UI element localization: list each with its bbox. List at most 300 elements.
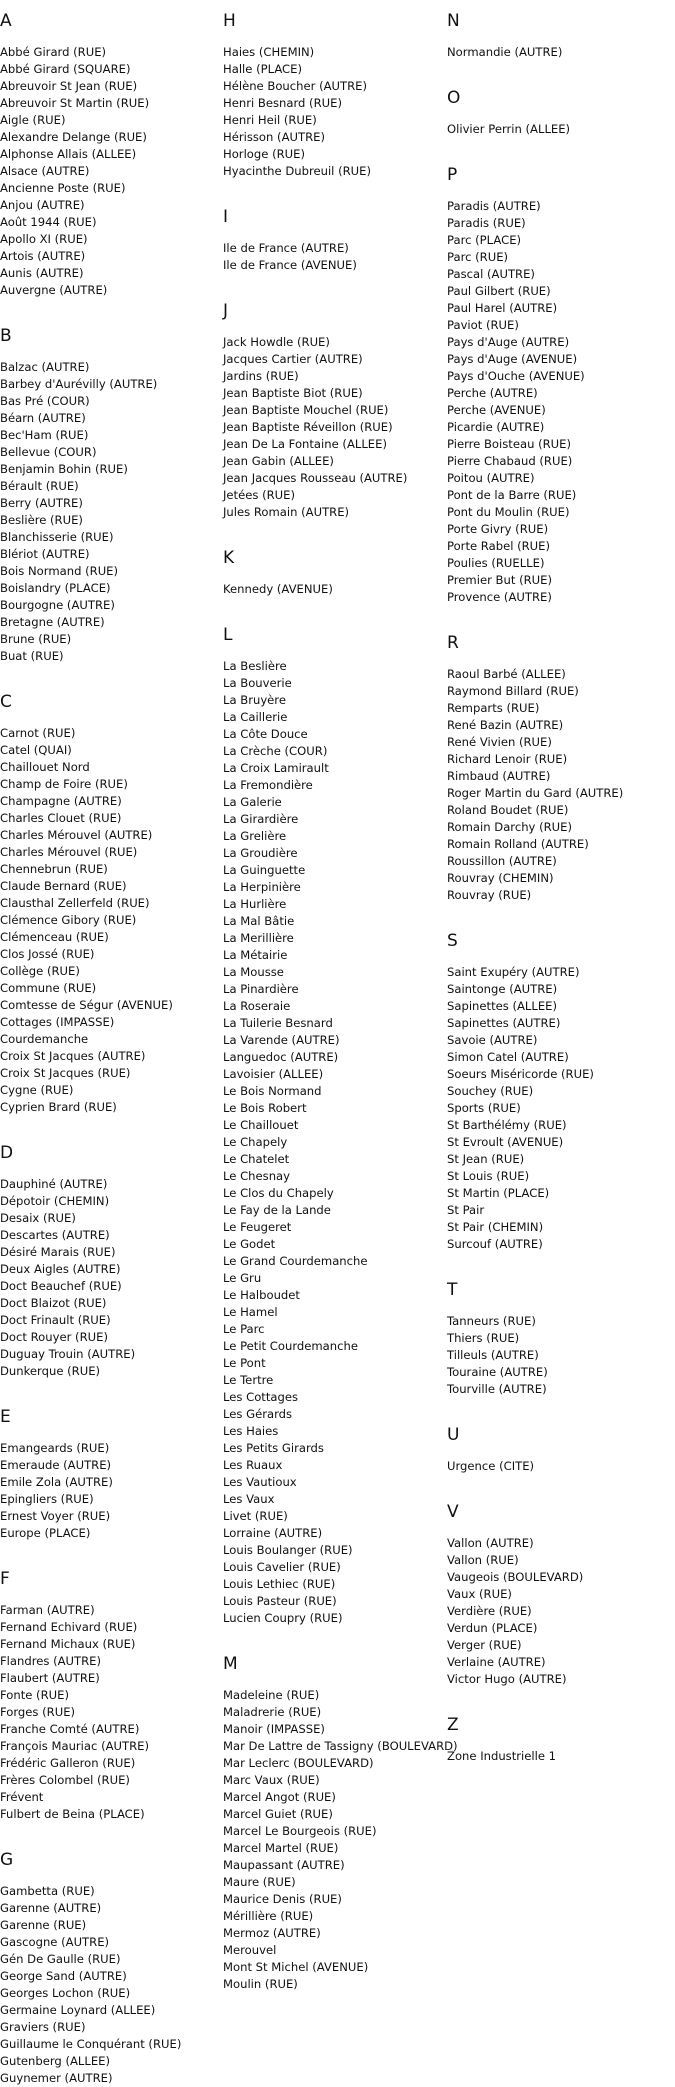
street-item: Benjamin Bohin (RUE) (0, 462, 128, 476)
street-item: Epingliers (RUE) (0, 1492, 94, 1506)
street-item: Les Vautioux (223, 1475, 297, 1489)
street-item: Bérault (RUE) (0, 479, 79, 493)
street-item: Bois Normand (RUE) (0, 564, 119, 578)
street-item: Urgence (CITE) (447, 1459, 535, 1473)
street-item: Europe (PLACE) (0, 1526, 91, 1540)
letter-section-c (0, 691, 220, 1142)
letter-section-f (0, 1568, 220, 1849)
letter-heading: D (0, 1143, 14, 1163)
street-item: Vallon (AUTRE) (447, 1536, 534, 1550)
street-item: La Grelière (223, 829, 287, 843)
street-item: Manoir (IMPASSE) (223, 1722, 325, 1736)
street-item: Doct Rouyer (RUE) (0, 1330, 108, 1344)
street-item: La Galerie (223, 795, 282, 809)
street-item: Maure (RUE) (223, 1875, 296, 1889)
letter-section-r (447, 632, 675, 930)
street-item: Roussillon (AUTRE) (447, 854, 557, 868)
street-item: La Croix Lamirault (223, 761, 329, 775)
street-item: Louis Boulanger (RUE) (223, 1543, 353, 1557)
street-list (447, 964, 675, 1253)
street-item: La Métairie (223, 948, 288, 962)
street-item: Abbé Girard (SQUARE) (0, 62, 131, 76)
street-item: Le Halboudet (223, 1288, 300, 1302)
street-list (223, 44, 445, 180)
street-item: Paviot (RUE) (447, 318, 519, 332)
street-list (0, 1176, 220, 1380)
street-item: Le Bois Normand (223, 1084, 322, 1098)
letter-section-e (0, 1406, 220, 1568)
street-item: Lorraine (AUTRE) (223, 1526, 323, 1540)
street-item: Anjou (AUTRE) (0, 198, 85, 212)
street-list (447, 121, 675, 138)
street-item: Fonte (RUE) (0, 1688, 69, 1702)
street-item: Jean Jacques Rousseau (AUTRE) (223, 471, 408, 485)
street-item: Aigle (RUE) (0, 113, 66, 127)
street-list (0, 1883, 220, 2087)
street-item: Le Chaillouet (223, 1118, 299, 1132)
street-item: Jean Baptiste Biot (RUE) (223, 386, 363, 400)
street-item: Paul Gilbert (RUE) (447, 284, 551, 298)
street-item: Août 1944 (RUE) (0, 215, 97, 229)
street-item: Alsace (AUTRE) (0, 164, 90, 178)
street-item: Cyprien Brard (RUE) (0, 1100, 117, 1114)
street-item: Blanchisserie (RUE) (0, 530, 114, 544)
street-item: Gén De Gaulle (RUE) (0, 1952, 121, 1966)
street-item: La Merillière (223, 931, 294, 945)
street-item: La Pinardière (223, 982, 299, 996)
street-item: Bec'Ham (RUE) (0, 428, 89, 442)
street-item: La Bruyère (223, 693, 286, 707)
street-item: Auvergne (AUTRE) (0, 283, 108, 297)
street-item: Clos Jossé (RUE) (0, 947, 95, 961)
letter-heading: M (223, 1654, 238, 1674)
street-item: Georges Lochon (RUE) (0, 1986, 131, 2000)
street-item: Haies (CHEMIN) (223, 45, 315, 59)
street-item: Dauphiné (AUTRE) (0, 1177, 108, 1191)
street-item: Verlaine (AUTRE) (447, 1655, 546, 1669)
street-item: Souchey (RUE) (447, 1084, 534, 1098)
letter-heading: F (0, 1569, 10, 1589)
section-gap (223, 1627, 445, 1653)
street-item: Les Petits Girards (223, 1441, 324, 1455)
street-item: Henri Besnard (RUE) (223, 96, 342, 110)
street-item: Victor Hugo (AUTRE) (447, 1672, 567, 1686)
street-item: Touraine (AUTRE) (447, 1365, 548, 1379)
street-item: La Hurlière (223, 897, 287, 911)
street-item: Le Petit Courdemanche (223, 1339, 358, 1353)
street-list (447, 666, 675, 904)
street-item: Rouvray (CHEMIN) (447, 871, 554, 885)
street-item: Premier But (RUE) (447, 573, 552, 587)
street-item: St Barthélémy (RUE) (447, 1118, 567, 1132)
letter-heading: O (447, 88, 461, 108)
street-item: Mar De Lattre de Tassigny (BOULEVARD) (223, 1739, 458, 1753)
street-item: Madeleine (RUE) (223, 1688, 320, 1702)
street-item: St Pair (CHEMIN) (447, 1220, 544, 1234)
street-item: Hérisson (AUTRE) (223, 130, 325, 144)
street-item: Le Pont (223, 1356, 266, 1370)
street-list (447, 198, 675, 606)
street-item: Mérillière (RUE) (223, 1909, 314, 1923)
street-item: Sapinettes (AUTRE) (447, 1016, 561, 1030)
street-item: La Varende (AUTRE) (223, 1033, 340, 1047)
street-item: Roland Boudet (RUE) (447, 803, 569, 817)
street-item: Fernand Michaux (RUE) (0, 1637, 136, 1651)
street-item: Paradis (AUTRE) (447, 199, 541, 213)
street-item: Les Vaux (223, 1492, 275, 1506)
street-item: Charles Mérouvel (RUE) (0, 845, 138, 859)
street-item: La Tuilerie Besnard (223, 1016, 333, 1030)
letter-section-s (447, 930, 675, 1279)
street-item: Charles Mérouvel (AUTRE) (0, 828, 153, 842)
street-item: Perche (AUTRE) (447, 386, 538, 400)
street-item: Perche (AVENUE) (447, 403, 546, 417)
column-3 (447, 10, 675, 1765)
street-item: Flandres (AUTRE) (0, 1654, 101, 1668)
street-item: Poulies (RUELLE) (447, 556, 545, 570)
street-item: Claude Bernard (RUE) (0, 879, 127, 893)
street-item: René Bazin (AUTRE) (447, 718, 564, 732)
letter-heading: R (447, 633, 459, 653)
street-item: Deux Aigles (AUTRE) (0, 1262, 121, 1276)
street-item: Bourgogne (AUTRE) (0, 598, 115, 612)
street-item: Clausthal Zellerfeld (RUE) (0, 896, 150, 910)
street-item: Dunkerque (RUE) (0, 1364, 101, 1378)
street-item: Desaix (RUE) (0, 1211, 76, 1225)
street-item: Ernest Voyer (RUE) (0, 1509, 111, 1523)
section-gap (0, 1823, 220, 1849)
street-item: Verger (RUE) (447, 1638, 522, 1652)
letter-section-h (223, 10, 445, 206)
letter-heading: I (223, 207, 229, 227)
street-item: Chennebrun (RUE) (0, 862, 108, 876)
street-item: Buat (RUE) (0, 649, 64, 663)
street-item: Le Hamel (223, 1305, 278, 1319)
street-item: Pont de la Barre (RUE) (447, 488, 577, 502)
street-item: Commune (RUE) (0, 981, 97, 995)
street-list (447, 1535, 675, 1688)
street-item: Champagne (AUTRE) (0, 794, 122, 808)
street-item: Descartes (AUTRE) (0, 1228, 110, 1242)
street-item: Paul Harel (AUTRE) (447, 301, 558, 315)
street-item: Emile Zola (AUTRE) (0, 1475, 113, 1489)
street-item: Pont du Moulin (RUE) (447, 505, 570, 519)
street-item: Le Chatelet (223, 1152, 290, 1166)
street-item: Vaugeois (BOULEVARD) (447, 1570, 584, 1584)
street-item: Pierre Chabaud (RUE) (447, 454, 573, 468)
street-item: Franche Comté (AUTRE) (0, 1722, 140, 1736)
letter-section-k (223, 547, 445, 624)
street-item: Raymond Billard (RUE) (447, 684, 579, 698)
street-item: Porte Givry (RUE) (447, 522, 549, 536)
section-gap (0, 1116, 220, 1142)
letter-section-m (223, 1653, 458, 1993)
letter-heading: Z (447, 1715, 459, 1735)
street-item: Béarn (AUTRE) (0, 411, 86, 425)
street-item: Aunis (AUTRE) (0, 266, 84, 280)
street-item: Louis Cavelier (RUE) (223, 1560, 341, 1574)
street-item: Verdun (PLACE) (447, 1621, 538, 1635)
street-item: Collège (RUE) (0, 964, 80, 978)
street-item: Thiers (RUE) (447, 1331, 520, 1345)
letter-heading: K (223, 548, 235, 568)
street-item: Apollo XI (RUE) (0, 232, 88, 246)
street-item: Gutenberg (ALLEE) (0, 2054, 111, 2068)
street-item: Tilleuls (AUTRE) (447, 1348, 539, 1362)
letter-heading: U (447, 1425, 460, 1445)
street-item: Mar Leclerc (BOULEVARD) (223, 1756, 374, 1770)
street-item: Jean Baptiste Réveillon (RUE) (223, 420, 393, 434)
street-item: Les Haies (223, 1424, 279, 1438)
street-item: Maurice Denis (RUE) (223, 1892, 342, 1906)
street-item: Henri Heil (RUE) (223, 113, 317, 127)
section-gap (447, 1475, 675, 1501)
street-item: Marc Vaux (RUE) (223, 1773, 320, 1787)
street-item: Frères Colombel (RUE) (0, 1773, 130, 1787)
street-item: Olivier Perrin (ALLEE) (447, 122, 571, 136)
street-item: Paradis (RUE) (447, 216, 526, 230)
street-item: Guynemer (AUTRE) (0, 2071, 113, 2085)
letter-heading: G (0, 1850, 14, 1870)
street-item: Jean Baptiste Mouchel (RUE) (223, 403, 389, 417)
street-item: Doct Blaizot (RUE) (0, 1296, 107, 1310)
street-item: Savoie (AUTRE) (447, 1033, 538, 1047)
street-item: René Vivien (RUE) (447, 735, 552, 749)
letter-heading: B (0, 326, 12, 346)
letter-heading: H (223, 11, 236, 31)
street-item: Ancienne Poste (RUE) (0, 181, 126, 195)
street-item: Romain Darchy (RUE) (447, 820, 573, 834)
street-item: La Roseraie (223, 999, 291, 1013)
street-item: Zone Industrielle 1 (447, 1749, 557, 1763)
street-item: Champ de Foire (RUE) (0, 777, 128, 791)
street-item: Tourville (AUTRE) (447, 1382, 547, 1396)
street-item: Maladrerie (RUE) (223, 1705, 322, 1719)
street-item: Merouvel (223, 1943, 277, 1957)
street-item: La Mal Bâtie (223, 914, 295, 928)
street-item: La Côte Douce (223, 727, 308, 741)
street-list (223, 334, 445, 521)
street-item: Catel (QUAI) (0, 743, 72, 757)
street-item: Abreuvoir St Jean (RUE) (0, 79, 138, 93)
letter-section-j (223, 300, 445, 547)
street-item: Doct Frinault (RUE) (0, 1313, 111, 1327)
section-gap (447, 61, 675, 87)
street-item: La Guinguette (223, 863, 306, 877)
street-item: Le Chapely (223, 1135, 288, 1149)
street-item: Le Tertre (223, 1373, 274, 1387)
street-item: Jean De La Fontaine (ALLEE) (223, 437, 387, 451)
street-item: Romain Rolland (AUTRE) (447, 837, 589, 851)
street-item: Picardie (AUTRE) (447, 420, 545, 434)
section-gap (447, 904, 675, 930)
section-gap (447, 1253, 675, 1279)
letter-heading: E (0, 1407, 11, 1427)
street-item: Pierre Boisteau (RUE) (447, 437, 572, 451)
street-list (447, 1458, 675, 1475)
street-item: Garenne (AUTRE) (0, 1901, 102, 1915)
street-item: Ile de France (AVENUE) (223, 258, 357, 272)
street-item: Emeraude (AUTRE) (0, 1458, 112, 1472)
street-item: Livet (RUE) (223, 1509, 288, 1523)
street-item: Languedoc (AUTRE) (223, 1050, 339, 1064)
street-item: St Martin (PLACE) (447, 1186, 550, 1200)
street-item: La Fremondière (223, 778, 313, 792)
street-item: Normandie (AUTRE) (447, 45, 563, 59)
letter-section-d (0, 1142, 220, 1406)
street-list (0, 359, 220, 665)
street-item: Moulin (RUE) (223, 1977, 298, 1991)
section-gap (223, 274, 445, 300)
street-item: Pascal (AUTRE) (447, 267, 535, 281)
letter-section-n (447, 10, 675, 87)
section-gap (0, 1380, 220, 1406)
street-item: Jacques Cartier (AUTRE) (223, 352, 363, 366)
street-item: Marcel Guiet (RUE) (223, 1807, 333, 1821)
street-item: Poitou (AUTRE) (447, 471, 535, 485)
letter-heading: L (223, 625, 233, 645)
street-item: St Evroult (AVENUE) (447, 1135, 564, 1149)
street-item: Ile de France (AUTRE) (223, 241, 349, 255)
street-item: Marcel Martel (RUE) (223, 1841, 339, 1855)
section-gap (223, 180, 445, 206)
letter-section-t (447, 1279, 675, 1424)
street-list (0, 44, 220, 299)
street-item: Provence (AUTRE) (447, 590, 552, 604)
street-item: Louis Pasteur (RUE) (223, 1594, 337, 1608)
street-item: Halle (PLACE) (223, 62, 302, 76)
street-item: Clémence Gibory (RUE) (0, 913, 137, 927)
letter-section-b (0, 325, 220, 691)
column-1 (0, 10, 220, 2087)
street-item: La Caillerie (223, 710, 288, 724)
street-item: Marcel Angot (RUE) (223, 1790, 336, 1804)
street-item: Jules Romain (AUTRE) (223, 505, 350, 519)
street-item: Louis Lethiec (RUE) (223, 1577, 336, 1591)
letter-section-i (223, 206, 445, 300)
street-item: St Jean (RUE) (447, 1152, 525, 1166)
street-item: Kennedy (AVENUE) (223, 582, 333, 596)
street-item: Le Parc (223, 1322, 265, 1336)
street-item: Rouvray (RUE) (447, 888, 532, 902)
street-item: Carnot (RUE) (0, 726, 76, 740)
street-list (0, 1440, 220, 1542)
street-item: Remparts (RUE) (447, 701, 540, 715)
letter-section-g (0, 1849, 220, 2087)
street-item: Parc (RUE) (447, 250, 509, 264)
street-item: Surcouf (AUTRE) (447, 1237, 543, 1251)
letter-section-v (447, 1501, 675, 1714)
street-item: Mont St Michel (AVENUE) (223, 1960, 369, 1974)
letter-section-u (447, 1424, 675, 1501)
street-item: Bretagne (AUTRE) (0, 615, 105, 629)
street-item: Désiré Marais (RUE) (0, 1245, 116, 1259)
section-gap (447, 138, 675, 164)
street-item: Germaine Loynard (ALLEE) (0, 2003, 156, 2017)
letter-section-o (447, 87, 675, 164)
letter-section-z (447, 1714, 675, 1765)
street-item: Brune (RUE) (0, 632, 72, 646)
street-item: Le Clos du Chapely (223, 1186, 334, 1200)
street-item: Fernand Echivard (RUE) (0, 1620, 138, 1634)
street-item: Hyacinthe Dubreuil (RUE) (223, 164, 372, 178)
street-item: Alphonse Allais (ALLEE) (0, 147, 137, 161)
section-gap (223, 521, 445, 547)
street-item: Jack Howdle (RUE) (223, 335, 330, 349)
street-item: Le Feugeret (223, 1220, 292, 1234)
street-item: La Mousse (223, 965, 284, 979)
street-item: Flaubert (AUTRE) (0, 1671, 100, 1685)
street-item: La Crèche (COUR) (223, 744, 328, 758)
letter-heading: N (447, 11, 460, 31)
street-item: Boislandry (PLACE) (0, 581, 111, 595)
street-item: Pays d'Auge (AVENUE) (447, 352, 578, 366)
street-list (223, 658, 445, 1627)
street-list (447, 1313, 675, 1398)
street-item: Jean Gabin (ALLEE) (223, 454, 334, 468)
street-item: Sports (RUE) (447, 1101, 521, 1115)
street-item: Cygne (RUE) (0, 1083, 74, 1097)
street-item: Le Chesnay (223, 1169, 291, 1183)
street-item: Saintonge (AUTRE) (447, 982, 558, 996)
street-item: Chaillouet Nord (0, 760, 90, 774)
street-item: Mermoz (AUTRE) (223, 1926, 321, 1940)
street-item: La Beslière (223, 659, 287, 673)
letter-section-a (0, 10, 220, 325)
street-item: La Girardière (223, 812, 299, 826)
section-gap (0, 665, 220, 691)
street-item: Doct Beauchef (RUE) (0, 1279, 122, 1293)
street-item: La Groudière (223, 846, 298, 860)
street-item: La Bouverie (223, 676, 292, 690)
street-item: Saint Exupéry (AUTRE) (447, 965, 580, 979)
street-item: Duguay Trouin (AUTRE) (0, 1347, 136, 1361)
street-item: Porte Rabel (RUE) (447, 539, 551, 553)
street-list (0, 725, 220, 1116)
street-item: Raoul Barbé (ALLEE) (447, 667, 566, 681)
street-item: St Louis (RUE) (447, 1169, 530, 1183)
section-gap (447, 1398, 675, 1424)
street-item: George Sand (AUTRE) (0, 1969, 127, 1983)
street-list (223, 1687, 458, 1993)
letter-heading: A (0, 11, 12, 31)
street-item: Le Grand Courdemanche (223, 1254, 368, 1268)
street-item: Frévent (0, 1790, 44, 1804)
street-list (447, 1748, 675, 1765)
street-item: Jardins (RUE) (223, 369, 299, 383)
section-gap (223, 598, 445, 624)
street-item: Parc (PLACE) (447, 233, 522, 247)
street-item: Dépotoir (CHEMIN) (0, 1194, 110, 1208)
street-item: Courdemanche (0, 1032, 89, 1046)
street-item: Croix St Jacques (AUTRE) (0, 1049, 146, 1063)
street-item: Lucien Coupry (RUE) (223, 1611, 343, 1625)
street-list (223, 581, 445, 598)
street-item: St Pair (447, 1203, 485, 1217)
street-item: Lavoisier (ALLEE) (223, 1067, 324, 1081)
letter-section-l (223, 624, 445, 1653)
street-item: Les Ruaux (223, 1458, 283, 1472)
letter-heading: T (447, 1280, 458, 1300)
street-item: Clémenceau (RUE) (0, 930, 109, 944)
street-item: Le Fay de la Lande (223, 1203, 331, 1217)
street-item: Richard Lenoir (RUE) (447, 752, 568, 766)
column-2 (223, 10, 458, 1993)
street-item: Beslière (RUE) (0, 513, 83, 527)
street-item: Hélène Boucher (AUTRE) (223, 79, 367, 93)
section-gap (0, 299, 220, 325)
street-item: Alexandre Delange (RUE) (0, 130, 147, 144)
